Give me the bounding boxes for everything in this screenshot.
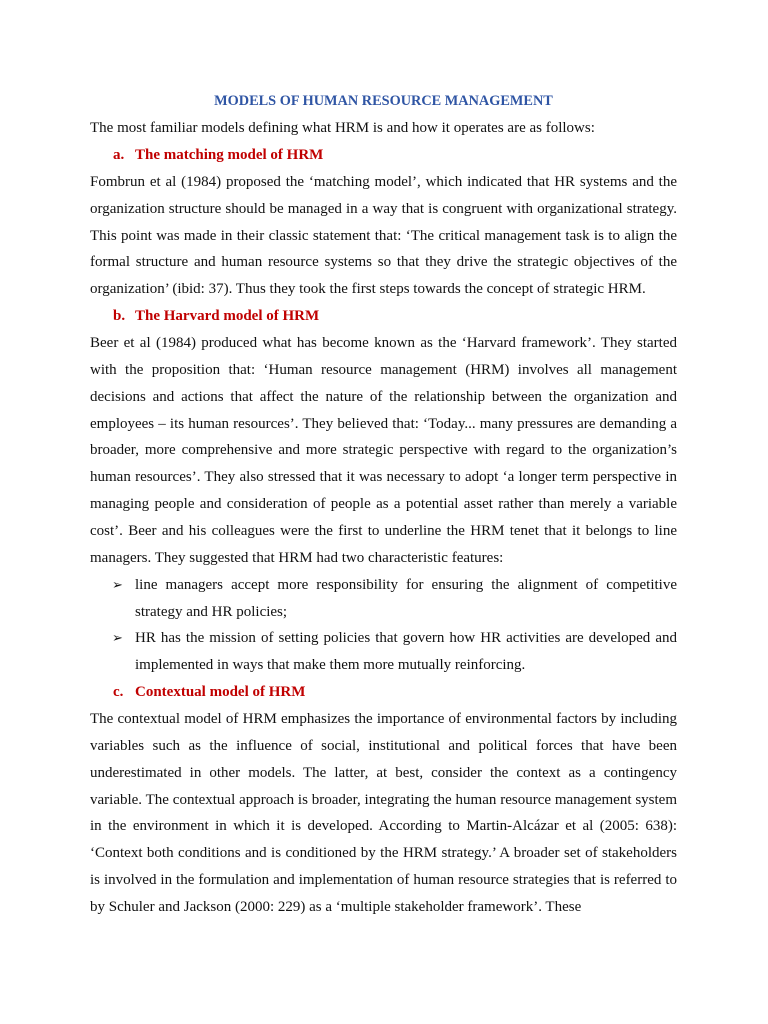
section-heading-matching bbox=[90, 142, 677, 169]
document-page bbox=[90, 88, 677, 921]
section-heading-text: The matching model of HRM bbox=[135, 146, 324, 163]
section-marker: b. bbox=[113, 308, 126, 325]
list-item bbox=[90, 625, 677, 679]
section-paragraph-matching: Fombrun et al (1984) proposed the ‘matching model’, which indicated that HR systems and the organization structure should be managed in a way that is congruent with organizational strategy. This point was made in their classic statement that: ‘The critical management task is to align the formal structure and human resource systems so that they drive the strategic objectives of the organization’ (ibid: 37). Thus they took the first steps towards the concept of strategic HRM. bbox=[90, 173, 677, 298]
section-paragraph-contextual: The contextual model of HRM emphasizes the importance of environmental factors by including variables such as the influence of social, institutional and political forces that have been underestimated in other models. The latter, at best, consider the context as a contingency variable. The contextual approach is broader, integrating the human resource management system in the environment in which it is developed. According to Martin-Alcázar et al (2005: 638): ‘Context both conditions and is conditioned by the HRM strategy.’ A broader set of stakeholders is involved in the formulation and implementation of human resource strategies that is referred to by Schuler and Jackson (2000: 229) as a ‘multiple stakeholder framework’. These bbox=[90, 711, 677, 915]
section-heading-contextual bbox=[90, 679, 677, 706]
document-title: MODELS OF HUMAN RESOURCE MANAGEMENT bbox=[214, 93, 553, 109]
bullet-list bbox=[90, 572, 677, 679]
section-heading-text: The Harvard model of HRM bbox=[135, 308, 320, 325]
section-paragraph-harvard: Beer et al (1984) produced what has become known as the ‘Harvard framework’. They started with the proposition that: ‘Human resource management (HRM) involves all management decisions and actions that affect the nature of the relationship between the organization and employees – its human resources’. They believed that: ‘Today... many pressures are demanding a broader, more comprehensive and more strategic perspective with regard to the organization’s human resources’. They also stressed that it was necessary to adopt ‘a longer term perspective in managing people and consideration of people as a potential asset rather than merely a variable cost’. Beer and his colleagues were the first to underline the HRM tenet that it belongs to line managers. They suggested that HRM had two characteristic features: bbox=[90, 335, 677, 566]
list-item-text: line managers accept more responsibility for ensuring the alignment of competitive strategy and HR policies; bbox=[135, 576, 677, 620]
section-heading-harvard bbox=[90, 303, 677, 330]
list-item-text: HR has the mission of setting policies that govern how HR activities are developed and implemented in ways that make them more mutually reinforcing. bbox=[135, 630, 677, 674]
arrow-bullet-icon: ➢ bbox=[112, 630, 123, 646]
section-marker: a. bbox=[113, 146, 125, 163]
section-marker: c. bbox=[113, 684, 124, 701]
intro-paragraph: The most familiar models defining what HRM is and how it operates are as follows: bbox=[90, 120, 595, 136]
section-heading-text: Contextual model of HRM bbox=[135, 684, 306, 701]
list-item bbox=[90, 572, 677, 626]
arrow-bullet-icon: ➢ bbox=[112, 576, 123, 592]
